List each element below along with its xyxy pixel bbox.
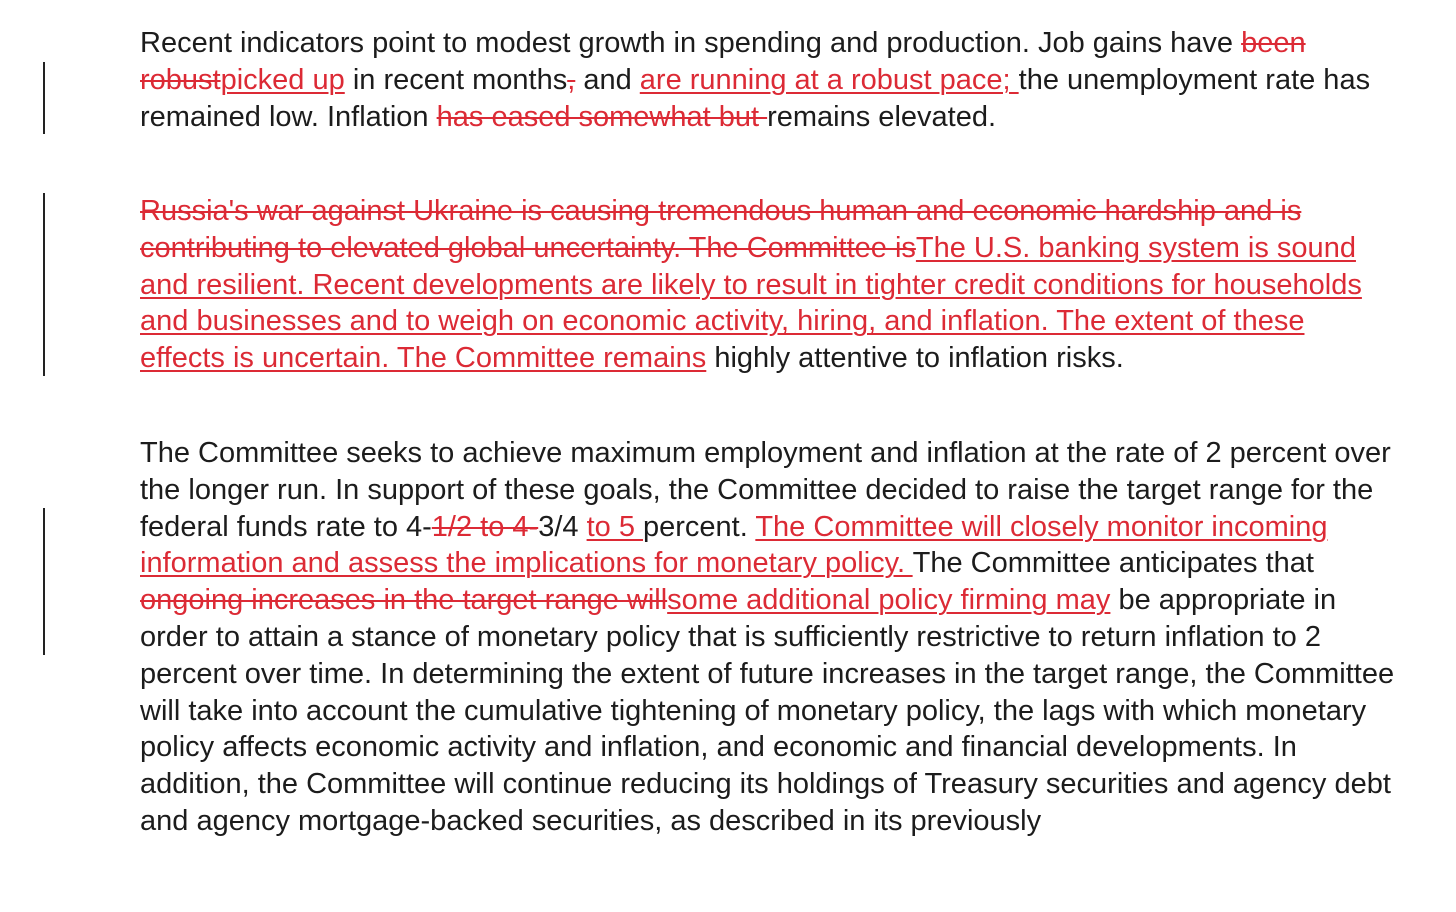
inserted-text: picked up [220, 63, 345, 96]
inserted-text: are running at a robust pace; [639, 63, 1019, 96]
deleted-text: ongoing increases in the target range will [140, 584, 668, 617]
deleted-text: has eased somewhat but [436, 100, 768, 133]
text-run: be appropriate in order to attain a stance of monetary policy that is sufficiently restrictive to return inflation to 2 percent over time. In determining the extent of future increases in the target range, the Committee will take into account the cumulative tightening of monetary policy, the lags with which monetary policy affects economic activity and inflation, and economic and financial developments. In addition, the Committee will continue reducing its holdings of Treasury securities and agency debt and agency mortgage-backed securities, as described in its previously [140, 584, 1395, 837]
paragraph-economic-indicators [140, 25, 1395, 135]
text-run: Recent indicators point to modest growth in spending and production. Job gains have [140, 27, 1242, 59]
change-bar [43, 193, 45, 376]
text-run: The Committee seeks to achieve maximum employment and inflation at the rate of 2 percent over the longer run. In support of these goals, the Committee decided to raise the target range for the federal funds rate to 4- [140, 437, 1391, 543]
change-bar [43, 62, 45, 134]
text-run: the unemployment rate has remained low. Inflation [140, 63, 1371, 133]
inserted-text: The Committee will closely monitor incoming information and assess the implications for monetary policy. [140, 510, 1328, 580]
deleted-text: been robust [140, 27, 1306, 96]
paragraph-policy-decision [140, 435, 1395, 840]
text-run: percent. [643, 510, 756, 543]
inserted-text: to 5 [586, 510, 644, 543]
deleted-text: , [567, 63, 576, 96]
deleted-text: Russia's war against Ukraine is causing tremendous human and economic hardship and is contributing to elevated global uncertainty. The Committee is [140, 195, 1302, 264]
deleted-text: 1/2 to 4- [431, 510, 539, 543]
change-bar [43, 508, 45, 655]
text-run: remains elevated. [767, 100, 997, 133]
paragraph-banking-system [140, 193, 1395, 377]
text-run: 3/4 [538, 510, 587, 543]
inserted-text: The U.S. banking system is sound and resilient. Recent developments are likely to result in tighter credit conditions for households and businesses and to weigh on economic activity, hiring, and inflation. The extent of these effects is uncertain. The Committee remains [140, 231, 1362, 375]
text-run: The Committee anticipates that [912, 547, 1314, 580]
text-run: highly attentive to inflation risks. [706, 342, 1124, 375]
text-run: and [575, 63, 640, 96]
inserted-text: some additional policy firming may [667, 584, 1111, 617]
text-run: in recent months [344, 63, 568, 96]
